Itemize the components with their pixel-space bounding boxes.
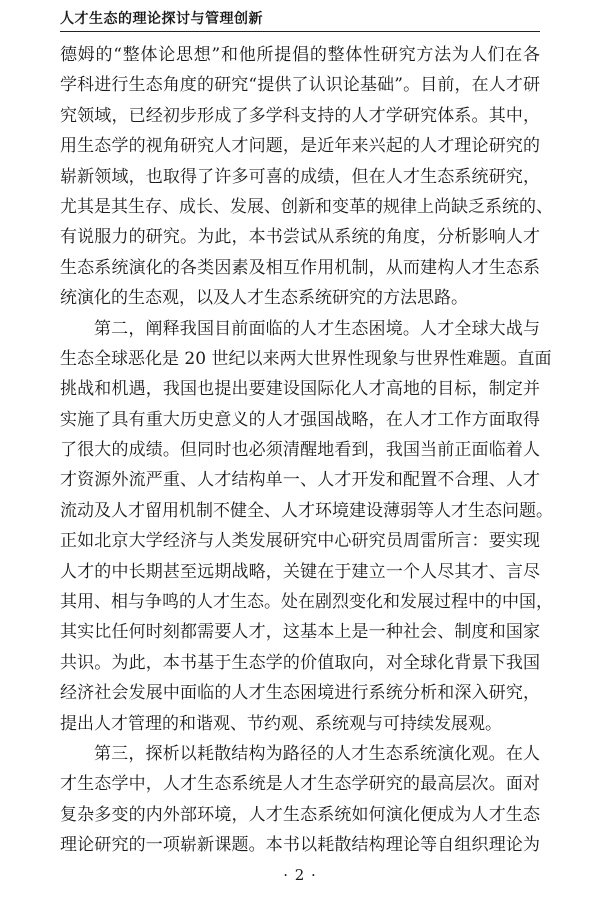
text-line: 共识。为此，本书基于生态学的价值取向，对全球化背景下我国 [60,652,540,673]
text-line: 生态全球恶化是 20 世纪以来两大世界性现象与世界性难题。直面 [60,348,552,369]
text-line: 生态系统演化的各类因素及相互作用机制，从而建构人才生态系 [60,257,540,278]
text-line: 才资源外流严重、人才结构单一、人才开发和配置不合理、人才 [60,470,540,491]
text-line: 统演化的生态观，以及人才生态系统研究的方法思路。 [60,288,468,309]
text-line: 第三，探析以耗散结构为路径的人才生态系统演化观。在人 [94,743,540,764]
paragraph-continuation [60,40,553,314]
page-header [60,6,540,32]
text-line: 理论研究的一项崭新课题。本书以耗散结构理论等自组织理论为 [60,835,540,856]
paragraph-second [60,314,553,739]
text-line: 复杂多变的内外部环境，人才生态系统如何演化便成为人才生态 [60,804,540,825]
text-line: 有说服力的研究。为此，本书尝试从系统的角度，分析影响人才 [60,227,540,248]
text-line: 崭新领域，也取得了许多可喜的成绩，但在人才生态系统研究， [60,166,540,187]
text-line: 用生态学的视角研究人才问题，是近年来兴起的人才理论研究的 [60,136,540,157]
text-line: 挑战和机遇，我国也提出要建设国际化人才高地的目标，制定并 [60,379,540,400]
text-line: 了很大的成绩。但同时也必须清醒地看到，我国当前正面临着人 [60,440,540,461]
text-line: 经济社会发展中面临的人才生态困境进行系统分析和深入研究， [60,683,540,704]
page-number: · 2 · [283,866,317,884]
text-line: 其用、相与争鸣的人才生态。处在剧烈变化和发展过程中的中国， [60,592,553,613]
text-line: 第二，阐释我国目前面临的人才生态困境。人才全球大战与 [94,318,540,339]
text-line: 流动及人才留用机制不健全、人才环境建设薄弱等人才生态问题。 [60,500,553,521]
text-line: 尤其是其生存、成长、发展、创新和变革的规律上尚缺乏系统的、 [60,196,553,217]
text-line: 学科进行生态角度的研究“提供了认识论基础”。目前，在人才研 [60,75,540,96]
text-line: 实施了具有重大历史意义的人才强国战略，在人才工作方面取得 [60,409,540,430]
text-line: 德姆的“整体论思想”和他所提倡的整体性研究方法为人们在各 [60,45,540,65]
header-rule [60,31,540,32]
text-line: 究领域，已经初步形成了多学科支持的人才学研究体系。其中， [60,105,540,126]
text-line: 才生态学中，人才生态系统是人才生态学研究的最高层次。面对 [60,774,540,795]
text-line: 提出人才管理的和谐观、节约观、系统观与可持续发展观。 [60,713,502,734]
body-text [60,40,553,861]
text-line: 正如北京大学经济与人类发展研究中心研究员周雷所言：要实现 [60,531,540,552]
running-title: 人才生态的理论探讨与管理创新 [60,11,263,27]
paragraph-third [60,739,540,861]
text-line: 人才的中长期甚至远期战略，关键在于建立一个人尽其才、言尽 [60,561,540,582]
text-line: 其实比任何时刻都需要人才，这基本上是一种社会、制度和国家 [60,622,540,643]
